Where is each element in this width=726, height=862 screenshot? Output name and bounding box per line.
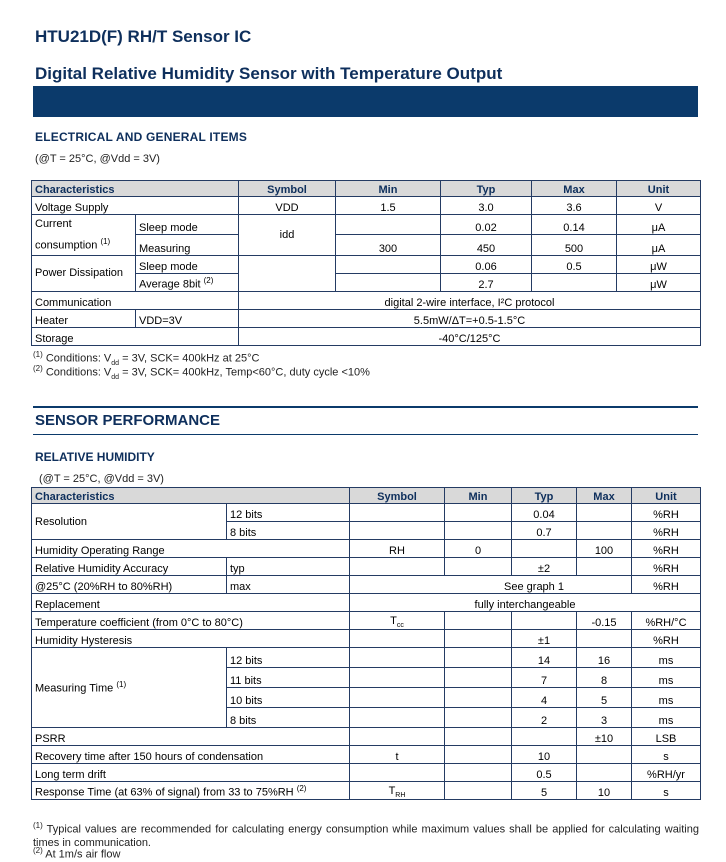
cell: [445, 708, 512, 728]
cell: [445, 504, 512, 522]
note-text: Conditions: V: [42, 366, 112, 379]
cell: Sleep mode: [136, 215, 239, 235]
cell: %RH: [632, 522, 701, 540]
cell: ms: [632, 648, 701, 668]
note-sub: dd: [111, 359, 120, 367]
table-row: [32, 255, 701, 273]
cell: 0.5: [532, 255, 617, 273]
col-max: Max: [532, 181, 617, 197]
cell: Voltage Supply: [32, 197, 239, 215]
table-row: [32, 327, 701, 345]
section-divider-top: [33, 406, 698, 408]
table-row: [32, 594, 701, 612]
cell: [512, 540, 577, 558]
cell: Temperature coefficient (from 0°C to 80°C): [32, 612, 350, 630]
table-row: [32, 540, 701, 558]
cell: [445, 668, 512, 688]
cell: [445, 648, 512, 668]
note-text: At 1m/s air flow: [42, 848, 121, 861]
cell: ±1: [512, 630, 577, 648]
cell: 12 bits: [227, 648, 350, 668]
cell: 8 bits: [227, 708, 350, 728]
cell: %RH: [632, 540, 701, 558]
cell: -40°C/125°C: [239, 327, 701, 345]
symbol-sub: RH: [395, 792, 406, 799]
note-sup: (2): [33, 364, 43, 373]
table-row: [32, 746, 701, 764]
cell: 0.02: [441, 215, 532, 235]
cell: s: [632, 782, 701, 800]
cell: [350, 522, 445, 540]
cell: %RH: [632, 576, 701, 594]
cell: 300: [336, 235, 441, 255]
cell: idd: [239, 215, 336, 256]
cell: 0.7: [512, 522, 577, 540]
cell: [445, 764, 512, 782]
col-typ: Typ: [512, 488, 577, 504]
rh-conditions: (@T = 25°C, @Vdd = 3V): [39, 473, 164, 485]
cell: [350, 648, 445, 668]
cell: See graph 1: [350, 576, 632, 594]
cell: 0.04: [512, 504, 577, 522]
note-sub: dd: [111, 373, 120, 381]
power-avg-sup: (2): [203, 276, 214, 285]
cell: %RH: [632, 504, 701, 522]
cell: [445, 746, 512, 764]
cell: [512, 612, 577, 630]
cell: [445, 782, 512, 800]
cell-current: [32, 215, 136, 256]
cell: 8 bits: [227, 522, 350, 540]
cell: LSB: [632, 728, 701, 746]
header-bar: [33, 86, 698, 117]
table-header-row: [32, 181, 701, 197]
mtime-label: Measuring Time: [35, 682, 114, 695]
cell: %RH: [632, 630, 701, 648]
table-row: [32, 782, 701, 800]
cell: 500: [532, 235, 617, 255]
electrical-conditions: (@T = 25°C, @Vdd = 3V): [35, 153, 160, 165]
cell: [445, 688, 512, 708]
cell: Long term drift: [32, 764, 350, 782]
rh-heading: RELATIVE HUMIDITY: [35, 450, 155, 464]
table-row: [32, 291, 701, 309]
cell: Humidity Operating Range: [32, 540, 350, 558]
current-label-1: Current: [35, 218, 72, 230]
cell: [336, 215, 441, 235]
col-symbol: Symbol: [239, 181, 336, 197]
note-text: Conditions: V: [42, 352, 112, 365]
cell: [336, 273, 441, 291]
cell: 0.06: [441, 255, 532, 273]
cell: [350, 688, 445, 708]
performance-heading: SENSOR PERFORMANCE: [35, 412, 221, 429]
col-unit: Unit: [632, 488, 701, 504]
cell: 11 bits: [227, 668, 350, 688]
cell: Recovery time after 150 hours of condensation: [32, 746, 350, 764]
cell: digital 2-wire interface, I²C protocol: [239, 291, 701, 309]
cell: VDD: [239, 197, 336, 215]
table-row: [32, 612, 701, 630]
cell: [336, 255, 441, 273]
cell: Heater: [32, 309, 136, 327]
cell: Power Dissipation: [32, 255, 136, 291]
note-sup: (1): [33, 821, 43, 830]
cell: max: [227, 576, 350, 594]
cell: 8: [577, 668, 632, 688]
mtime-sup: (1): [116, 680, 127, 690]
cell: 5.5mW/ΔT=+0.5-1.5°C: [239, 309, 701, 327]
cell: -0.15: [577, 612, 632, 630]
cell: VDD=3V: [136, 309, 239, 327]
cell: 2: [512, 708, 577, 728]
cell: %RH/°C: [632, 612, 701, 630]
cell: μW: [617, 255, 701, 273]
cell: 1.5: [336, 197, 441, 215]
table-row: [32, 576, 701, 594]
cell: 3.6: [532, 197, 617, 215]
cell: 0.14: [532, 215, 617, 235]
response-label: Response Time (at 63% of signal) from 33 to 75%RH: [35, 787, 294, 799]
cell: [445, 630, 512, 648]
cell: [350, 558, 445, 576]
cell: μA: [617, 235, 701, 255]
cell: t: [350, 746, 445, 764]
cell: Resolution: [32, 504, 227, 540]
power-avg-label: Average 8bit: [139, 278, 201, 291]
electrical-heading: ELECTRICAL AND GENERAL ITEMS: [35, 130, 248, 144]
cell: μA: [617, 215, 701, 235]
cell: Storage: [32, 327, 239, 345]
table-row: [32, 764, 701, 782]
col-characteristics: Characteristics: [32, 181, 239, 197]
cell: [577, 764, 632, 782]
note-sup: (1): [33, 350, 43, 359]
cell: [577, 504, 632, 522]
cell: RH: [350, 540, 445, 558]
table-row: [32, 558, 701, 576]
doc-subtitle: Digital Relative Humidity Sensor with Temperature Output: [35, 64, 503, 83]
symbol-sub: cc: [396, 622, 404, 629]
cell: [445, 522, 512, 540]
cell: V: [617, 197, 701, 215]
col-min: Min: [336, 181, 441, 197]
table-row: [32, 309, 701, 327]
cell: 16: [577, 648, 632, 668]
cell: 7: [512, 668, 577, 688]
cell: [445, 612, 512, 630]
table-row: [32, 197, 701, 215]
cell: @25°C (20%RH to 80%RH): [32, 576, 227, 594]
cell-response-symbol: [350, 782, 445, 800]
cell: %RH: [632, 558, 701, 576]
col-min: Min: [445, 488, 512, 504]
cell: 3.0: [441, 197, 532, 215]
cell: Relative Humidity Accuracy: [32, 558, 227, 576]
cell: Humidity Hysteresis: [32, 630, 350, 648]
cell: Measuring: [136, 235, 239, 255]
cell: Communication: [32, 291, 239, 309]
current-sup: (1): [100, 237, 111, 246]
response-sup: (2): [296, 784, 307, 794]
cell: [350, 630, 445, 648]
cell: 4: [512, 688, 577, 708]
cell: Sleep mode: [136, 255, 239, 273]
cell: 10 bits: [227, 688, 350, 708]
cell: [445, 728, 512, 746]
cell: 12 bits: [227, 504, 350, 522]
electrical-table: [31, 180, 701, 346]
col-max: Max: [577, 488, 632, 504]
cell: Replacement: [32, 594, 350, 612]
cell: fully interchangeable: [350, 594, 701, 612]
cell: [350, 504, 445, 522]
cell: 2.7: [441, 273, 532, 291]
cell: 450: [441, 235, 532, 255]
rh-note-2: [33, 846, 120, 861]
table-row: [32, 504, 701, 522]
cell: [350, 764, 445, 782]
cell: %RH/yr: [632, 764, 701, 782]
col-typ: Typ: [441, 181, 532, 197]
cell: ms: [632, 668, 701, 688]
table-row: [32, 648, 701, 668]
cell: ±10: [577, 728, 632, 746]
note-sup: (2): [33, 846, 43, 855]
cell: 14: [512, 648, 577, 668]
table-row: [32, 630, 701, 648]
cell: [577, 746, 632, 764]
cell: μW: [617, 273, 701, 291]
cell: [350, 668, 445, 688]
cell: [350, 728, 445, 746]
cell: [577, 522, 632, 540]
cell-power-avg: [136, 273, 239, 291]
cell: 5: [512, 782, 577, 800]
cell: [350, 708, 445, 728]
table-header-row: [32, 488, 701, 504]
note-text: = 3V, SCK= 400kHz, Temp<60°C, duty cycle <10%: [119, 366, 370, 379]
cell: 3: [577, 708, 632, 728]
cell: 5: [577, 688, 632, 708]
cell: 0.5: [512, 764, 577, 782]
symbol-text: T: [390, 614, 397, 627]
electrical-note-2: [33, 364, 370, 381]
col-unit: Unit: [617, 181, 701, 197]
current-label-2: consumption: [35, 239, 98, 252]
col-symbol: Symbol: [350, 488, 445, 504]
section-divider-bottom: [33, 434, 698, 435]
note-text: Typical values are recommended for calculating energy consumption while maximum values shall be applied for calculating waiting times in communication.: [33, 823, 699, 849]
note-text: = 3V, SCK= 400kHz at 25°C: [119, 352, 260, 365]
cell: s: [632, 746, 701, 764]
cell: [445, 558, 512, 576]
cell: ±2: [512, 558, 577, 576]
rh-note-1: [33, 819, 699, 850]
cell: 100: [577, 540, 632, 558]
cell: [577, 630, 632, 648]
cell: 10: [512, 746, 577, 764]
symbol-text: T: [388, 784, 396, 797]
cell: typ: [227, 558, 350, 576]
cell: PSRR: [32, 728, 350, 746]
cell: ms: [632, 688, 701, 708]
cell: [532, 273, 617, 291]
table-row: [32, 728, 701, 746]
cell: [512, 728, 577, 746]
doc-title: HTU21D(F) RH/T Sensor IC: [35, 27, 252, 46]
col-characteristics: Characteristics: [32, 488, 350, 504]
cell-response-time: [32, 782, 350, 800]
rh-table: [31, 487, 701, 800]
cell: 10: [577, 782, 632, 800]
table-row: [32, 215, 701, 235]
cell-measuring-time: [32, 648, 227, 728]
cell: [577, 558, 632, 576]
cell: ms: [632, 708, 701, 728]
cell: 0: [445, 540, 512, 558]
cell-tempco-symbol: [350, 612, 445, 630]
cell: [239, 255, 336, 291]
